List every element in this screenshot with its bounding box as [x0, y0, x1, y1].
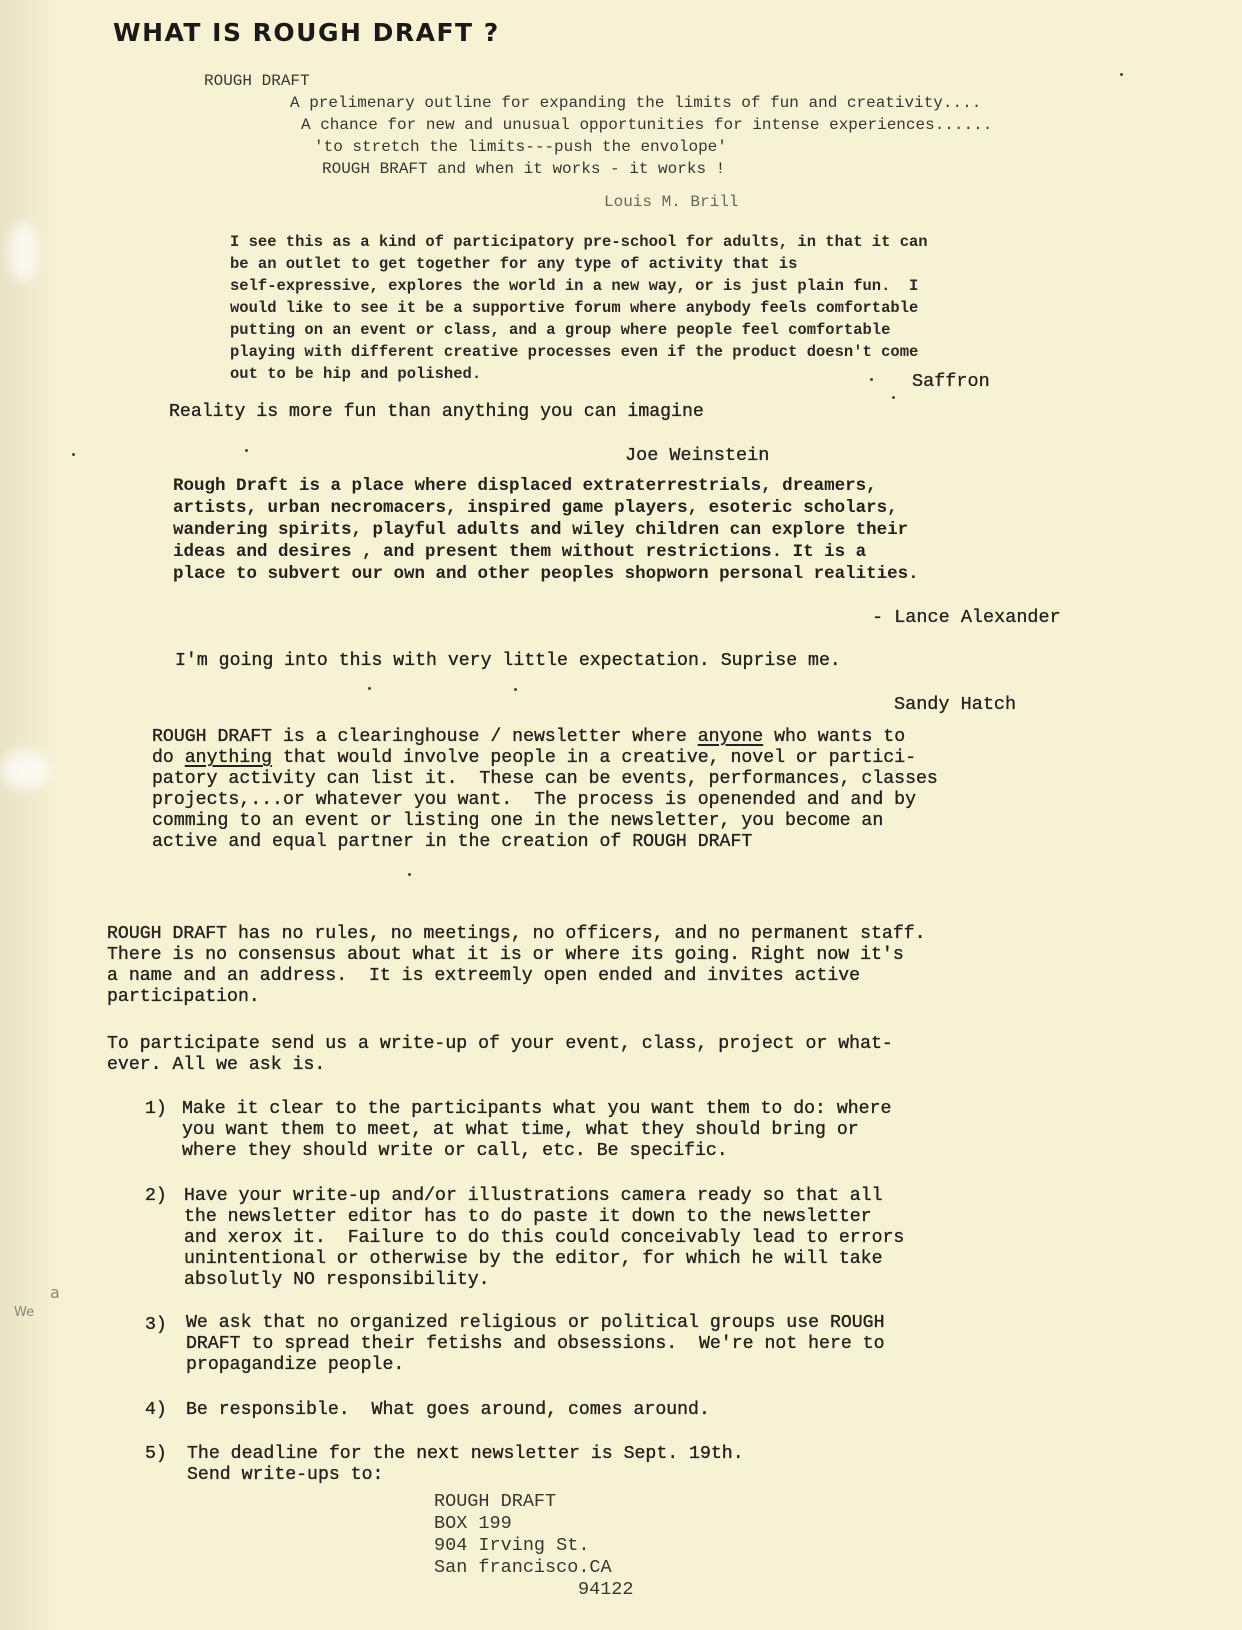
- brill-author: Louis M. Brill: [604, 193, 739, 211]
- no-rules-line: There is no consensus about what it is or where its going. Right now it's: [107, 945, 904, 965]
- weinstein-author: Joe Weinstein: [625, 445, 770, 466]
- no-rules-line: ROUGH DRAFT has no rules, no meetings, no officers, and no permanent staff.: [107, 924, 926, 944]
- alexander-quote-line: Rough Draft is a place where displaced extraterrestrials, dreamers,: [173, 476, 877, 496]
- address-zip: 94122: [578, 1579, 634, 1600]
- alexander-quote-line: place to subvert our own and other peoples shopworn personal realities.: [173, 564, 919, 584]
- margin-note-we: We: [14, 1305, 35, 1320]
- alexander-quote-line: ideas and desires , and present them without restrictions. It is a: [173, 542, 867, 562]
- rule-number: 3): [145, 1315, 167, 1335]
- saffron-quote-line: out to be hip and polished.: [230, 365, 482, 383]
- saffron-quote-line: self-expressive, explores the world in a new way, or is just plain fun. I: [230, 277, 919, 295]
- page-title: WHAT IS ROUGH DRAFT ?: [113, 18, 500, 47]
- rule-line: Have your write-up and/or illustrations camera ready so that all: [184, 1186, 883, 1206]
- alexander-quote-line: artists, urban necromacers, inspired game players, esoteric scholars,: [173, 498, 898, 518]
- saffron-quote-line: be an outlet to get together for any type of activity that is: [230, 255, 798, 273]
- weinstein-quote: Reality is more fun than anything you can imagine: [169, 402, 704, 422]
- no-rules-line: participation.: [107, 987, 260, 1007]
- rule-line: Make it clear to the participants what you want them to do: where: [182, 1099, 892, 1119]
- paper-smudge: [8, 222, 38, 282]
- paper-speck: [1120, 73, 1123, 76]
- hatch-author: Sandy Hatch: [894, 694, 1017, 715]
- rule-line: you want them to meet, at what time, what they should bring or: [182, 1120, 859, 1140]
- paper-speck: [408, 873, 411, 876]
- participate-line: ever. All we ask is.: [107, 1055, 326, 1075]
- saffron-quote-line: playing with different creative processes even if the product doesn't come: [230, 343, 919, 361]
- rule-line: The deadline for the next newsletter is Sept. 19th.: [187, 1444, 744, 1464]
- rule-line: unintentional or otherwise by the editor, for which he will take: [184, 1249, 883, 1269]
- saffron-quote-line: I see this as a kind of participatory pre-school for adults, in that it can: [230, 233, 928, 251]
- brill-quote-line: A prelimenary outline for expanding the limits of fun and creativity....: [290, 94, 982, 112]
- paper-speck: [514, 688, 517, 691]
- clearinghouse-line: projects,...or whatever you want. The process is openended and and by: [152, 790, 916, 810]
- rule-line: Be responsible. What goes around, comes around.: [186, 1400, 710, 1420]
- paper-speck: [72, 453, 75, 456]
- address-line: BOX 199: [434, 1513, 512, 1534]
- saffron-quote-line: putting on an event or class, and a group where people feel comfortable: [230, 321, 891, 339]
- saffron-author: Saffron: [912, 371, 990, 392]
- brill-quote-line: 'to stretch the limits---push the envolope': [314, 138, 727, 156]
- clearinghouse-line: ROUGH DRAFT is a clearinghouse / newsletter where anyone who wants to: [152, 727, 906, 747]
- rule-line: Send write-ups to:: [187, 1465, 384, 1485]
- participate-line: To participate send us a write-up of your event, class, project or what-: [107, 1034, 893, 1054]
- rule-number: 4): [145, 1400, 167, 1420]
- saffron-quote-line: would like to see it be a supportive forum where anybody feels comfortable: [230, 299, 919, 317]
- underlined-anyone: anyone: [697, 727, 764, 747]
- address-line: ROUGH DRAFT: [434, 1491, 557, 1512]
- underlined-anything: anything: [184, 748, 273, 768]
- alexander-quote-line: wandering spirits, playful adults and wiley children can explore their: [173, 520, 909, 540]
- brill-quote-line: ROUGH BRAFT and when it works - it works !: [322, 160, 726, 178]
- paper-speck: [870, 378, 873, 381]
- paper-speck: [368, 687, 371, 690]
- rule-line: propagandize people.: [186, 1355, 405, 1375]
- rule-line: the newsletter editor has to do paste it down to the newsletter: [184, 1207, 872, 1227]
- paper-smudge: [0, 750, 50, 790]
- rule-line: We ask that no organized religious or political groups use ROUGH: [186, 1313, 885, 1333]
- rule-line: where they should write or call, etc. Be specific.: [182, 1141, 728, 1161]
- clearinghouse-line: do anything that would involve people in a creative, novel or partici-: [152, 748, 917, 768]
- brill-quote-line: A chance for new and unusual opportunities for intense experiences......: [301, 116, 993, 134]
- hatch-quote: I'm going into this with very little expectation. Suprise me.: [175, 651, 841, 671]
- alexander-author: - Lance Alexander: [872, 607, 1061, 628]
- rule-line: DRAFT to spread their fetishs and obsessions. We're not here to: [186, 1334, 885, 1354]
- paper-speck: [892, 396, 895, 399]
- margin-note-a: a: [50, 1283, 60, 1302]
- clearinghouse-line: active and equal partner in the creation of ROUGH DRAFT: [152, 832, 753, 852]
- address-line: 904 Irving St.: [434, 1535, 590, 1556]
- clearinghouse-line: patory activity can list it. These can be events, performances, classes: [152, 769, 938, 789]
- address-line: San francisco.CA: [434, 1557, 612, 1578]
- rule-number: 2): [145, 1186, 167, 1206]
- rule-line: and xerox it. Failure to do this could conceivably lead to errors: [184, 1228, 905, 1248]
- no-rules-line: a name and an address. It is extreemly open ended and invites active: [107, 966, 861, 986]
- paper-speck: [245, 449, 248, 452]
- rule-number: 1): [145, 1099, 167, 1119]
- rule-line: absolutly NO responsibility.: [184, 1270, 490, 1290]
- rule-number: 5): [145, 1444, 167, 1464]
- clearinghouse-line: comming to an event or listing one in the newsletter, you become an: [152, 811, 884, 831]
- brill-quote-head: ROUGH DRAFT: [204, 72, 310, 90]
